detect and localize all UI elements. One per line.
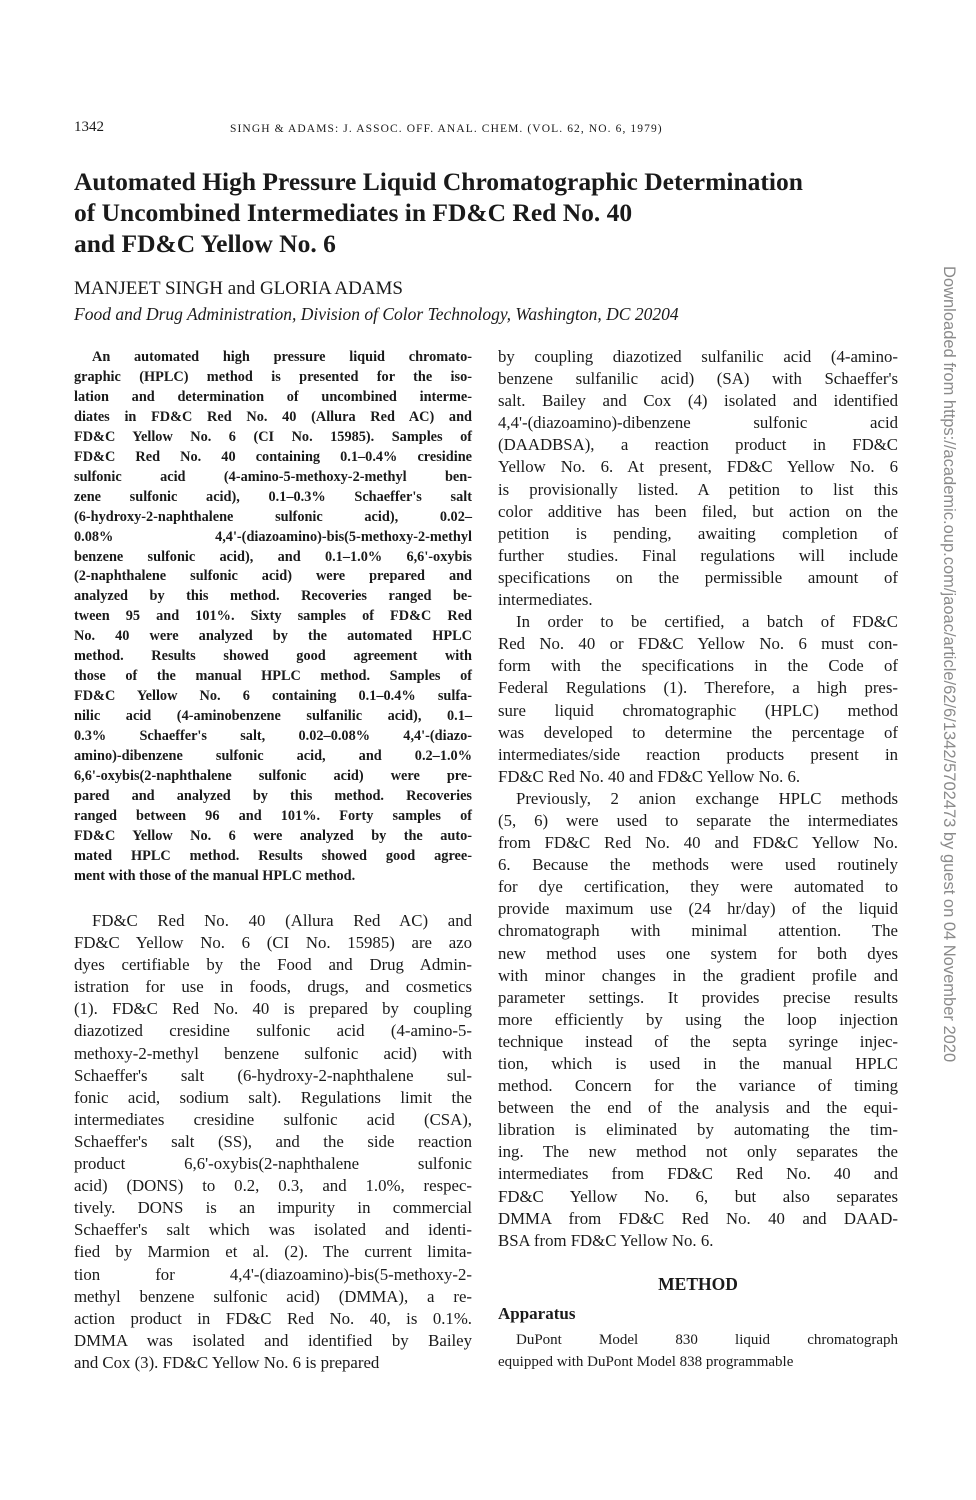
body-line: FD&C Yellow No. 6 (CI No. 15985) are azo: [74, 933, 472, 953]
body-line: tion, which is used in the manual HPLC: [498, 1054, 898, 1073]
body-line: benzene sulfanilic acid) (SA) with Schaeffer's: [498, 369, 898, 389]
body-line: action product in FD&C Red No. 40, is 0.1%.: [74, 1308, 472, 1328]
body-line: sure liquid chromatographic (HPLC) method: [498, 700, 898, 720]
body-line: dyes certifiable by the Food and Drug Admin-: [74, 955, 472, 975]
abstract-line: those of the manual HPLC method. Samples of: [74, 668, 472, 685]
body-line: further studies. Final regulations will include: [498, 545, 898, 565]
body-line: libration is eliminated by automating the tim-: [498, 1120, 898, 1140]
body-line: FD&C Red No. 40 (Allura Red AC) and: [92, 911, 472, 930]
apparatus-line: DuPont Model 830 liquid chromatograph: [516, 1332, 898, 1348]
body-line: intermediates cresidine sulfonic acid (CSA),: [74, 1109, 472, 1129]
body-line: intermediates from FD&C Red No. 40 and: [498, 1164, 898, 1184]
body-line: Schaeffer's salt (6-hydroxy-2-naphthalene sul-: [74, 1065, 472, 1085]
abstract-line: tween 95 and 101%. Sixty samples of FD&C Red: [74, 608, 472, 625]
body-line: technique instead of the septa syringe injec-: [498, 1031, 898, 1051]
body-line: salt. Bailey and Cox (4) isolated and identified: [498, 391, 898, 411]
body-line: (1). FD&C Red No. 40 is prepared by coupling: [74, 999, 472, 1019]
body-line: BSA from FD&C Yellow No. 6.: [498, 1230, 714, 1250]
title-line: and FD&C Yellow No. 6: [74, 229, 336, 258]
body-line: petition is pending, awaiting completion of: [498, 523, 898, 543]
body-line: FD&C Yellow No. 6, but also separates: [498, 1186, 898, 1206]
apparatus-heading: Apparatus: [498, 1304, 576, 1323]
abstract-line: mated HPLC method. Results showed good agree-: [74, 847, 472, 864]
body-line: 6. Because the methods were used routinely: [498, 855, 898, 875]
abstract-line: An automated high pressure liquid chromato-: [92, 349, 472, 365]
body-line: ing. The new method not only separates the: [498, 1142, 898, 1162]
body-line: intermediates/side reaction products present in: [498, 744, 898, 764]
abstract-line: amino)-dibenzene sulfonic acid, and 0.2–1.0%: [74, 748, 472, 765]
title-line: of Uncombined Intermediates in FD&C Red No. 40: [74, 198, 633, 227]
abstract-line: ment with those of the manual HPLC method.: [74, 867, 356, 884]
download-watermark: Downloaded from https://academic.oup.com/jaoac/article/62/6/1342/5702473 by guest on 04 November 2020: [940, 266, 958, 1063]
abstract-line: 6,6'-oxybis(2-naphthalene sulfonic acid) were pre-: [74, 768, 472, 785]
body-line: provide maximum use (24 hr/day) of the liquid: [498, 899, 898, 919]
body-line: (5, 6) were used to separate the intermediates: [498, 810, 898, 830]
body-line: (DAADBSA), a reaction product in FD&C: [498, 435, 898, 455]
title-line: Automated High Pressure Liquid Chromatographic Determination: [74, 167, 803, 196]
body-line: Schaeffer's salt (SS), and the side reaction: [74, 1131, 472, 1151]
body-line: methyl benzene sulfonic acid) (DMMA), a re-: [74, 1286, 472, 1306]
running-head: SINGH & ADAMS: J. ASSOC. OFF. ANAL. CHEM. (VOL. 62, NO. 6, 1979): [230, 123, 663, 135]
abstract-line: FD&C Yellow No. 6 containing 0.1–0.4% sulfa-: [74, 688, 472, 705]
body-line: between the end of the analysis and the equi-: [498, 1098, 898, 1118]
abstract-line: FD&C Red No. 40 containing 0.1–0.4% cresidine: [74, 448, 472, 465]
body-line: Federal Regulations (1). Therefore, a high pres-: [498, 678, 898, 698]
abstract-line: pared and analyzed by this method. Recoveries: [74, 787, 472, 804]
abstract-line: FD&C Yellow No. 6 (CI No. 15985). Samples of: [74, 428, 472, 445]
body-line: Previously, 2 anion exchange HPLC methods: [516, 788, 898, 808]
body-line: DMMA from FD&C Red No. 40 and DAAD-: [498, 1208, 898, 1228]
abstract-line: method. Results showed good agreement with: [74, 648, 472, 665]
body-text-left-column: [74, 910, 472, 1374]
abstract-line: FD&C Yellow No. 6 were analyzed by the auto-: [74, 827, 472, 844]
abstract-line: graphic (HPLC) method is presented for the iso-: [74, 368, 472, 385]
abstract-line: diates in FD&C Red No. 40 (Allura Red AC) and: [74, 408, 472, 425]
body-line: 4,4'-(diazoamino)-dibenzene sulfonic acid: [498, 413, 898, 433]
body-line: method. Concern for the variance of timing: [498, 1076, 898, 1096]
abstract: [74, 348, 472, 887]
body-text-right-column: [498, 346, 898, 1252]
body-line: for dye certification, they were automated to: [498, 877, 898, 897]
apparatus-line: equipped with DuPont Model 838 programmable: [498, 1353, 794, 1370]
body-line: new method uses one system for both dyes: [498, 943, 898, 963]
body-line: Red No. 40 or FD&C Yellow No. 6 must con-: [498, 634, 898, 654]
body-line: DMMA was isolated and identified by Bailey: [74, 1330, 472, 1350]
body-line: intermediates.: [498, 590, 593, 610]
abstract-line: benzene sulfonic acid), and 0.1–1.0% 6,6'-oxybis: [74, 548, 472, 565]
body-line: FD&C Red No. 40 and FD&C Yellow No. 6.: [498, 766, 801, 786]
body-line: form with the specifications in the Code of: [498, 656, 898, 676]
article-title: [74, 166, 874, 259]
body-line: In order to be certified, a batch of FD&C: [516, 612, 898, 632]
body-line: more efficiently by using the loop injection: [498, 1009, 898, 1029]
body-line: parameter settings. It provides precise results: [498, 987, 898, 1007]
abstract-line: (6-hydroxy-2-naphthalene sulfonic acid), 0.02–: [74, 508, 472, 525]
abstract-line: lation and determination of uncombined interme-: [74, 388, 472, 405]
body-line: Yellow No. 6. At present, FD&C Yellow No. 6: [498, 457, 898, 477]
body-line: and Cox (3). FD&C Yellow No. 6 is prepared: [74, 1352, 380, 1372]
abstract-line: (2-naphthalene sulfonic acid) were prepared and: [74, 568, 472, 585]
body-line: product 6,6'-oxybis(2-naphthalene sulfonic: [74, 1154, 472, 1174]
body-line: fonic acid, sodium salt). Regulations limit the: [74, 1087, 472, 1107]
body-line: was developed to determine the percentage of: [498, 722, 898, 742]
abstract-line: ranged between 96 and 101%. Forty samples of: [74, 807, 472, 824]
body-line: acid) (DONS) to 0.2, 0.3, and 1.0%, respec-: [74, 1176, 472, 1196]
affiliation: Food and Drug Administration, Division of Color Technology, Washington, DC 20204: [74, 304, 679, 324]
abstract-line: nilic acid (4-aminobenzene sulfanilic acid), 0.1–: [74, 708, 472, 725]
abstract-line: zene sulfonic acid), 0.1–0.3% Schaeffer's salt: [74, 488, 472, 505]
abstract-line: analyzed by this method. Recoveries ranged be-: [74, 588, 472, 605]
body-line: is provisionally listed. A petition to list this: [498, 479, 898, 499]
abstract-line: sulfonic acid (4-amino-5-methoxy-2-methyl ben-: [74, 468, 472, 485]
body-line: specifications on the permissible amount of: [498, 567, 898, 587]
abstract-line: 0.08% 4,4'-(diazoamino)-bis(5-methoxy-2-methyl: [74, 528, 472, 545]
body-line: fied by Marmion et al. (2). The current limita-: [74, 1242, 472, 1262]
body-line: tively. DONS is an impurity in commercial: [74, 1198, 472, 1218]
page-number: 1342: [74, 119, 104, 135]
body-line: tion for 4,4'-(diazoamino)-bis(5-methoxy-2-: [74, 1264, 472, 1284]
body-line: methoxy-2-methyl benzene sulfonic acid) with: [74, 1043, 472, 1063]
body-line: with minor changes in the gradient profile and: [498, 965, 898, 985]
body-line: chromatograph with minimal attention. The: [498, 921, 898, 941]
abstract-line: No. 40 were analyzed by the automated HPLC: [74, 628, 472, 645]
body-line: Schaeffer's salt which was isolated and identi-: [74, 1220, 472, 1240]
body-line: by coupling diazotized sulfanilic acid (4-amino-: [498, 347, 898, 366]
apparatus-text: [498, 1330, 898, 1373]
body-line: diazotized cresidine sulfonic acid (4-amino-5-: [74, 1021, 472, 1041]
body-line: color additive has been filed, but action on the: [498, 501, 898, 521]
authors: MANJEET SINGH and GLORIA ADAMS: [74, 278, 403, 299]
body-line: istration for use in foods, drugs, and cosmetics: [74, 977, 472, 997]
abstract-line: 0.3% Schaeffer's salt, 0.02–0.08% 4,4'-(diazo-: [74, 728, 472, 745]
method-heading: METHOD: [658, 1274, 738, 1294]
body-line: from FD&C Red No. 40 and FD&C Yellow No.: [498, 833, 898, 853]
